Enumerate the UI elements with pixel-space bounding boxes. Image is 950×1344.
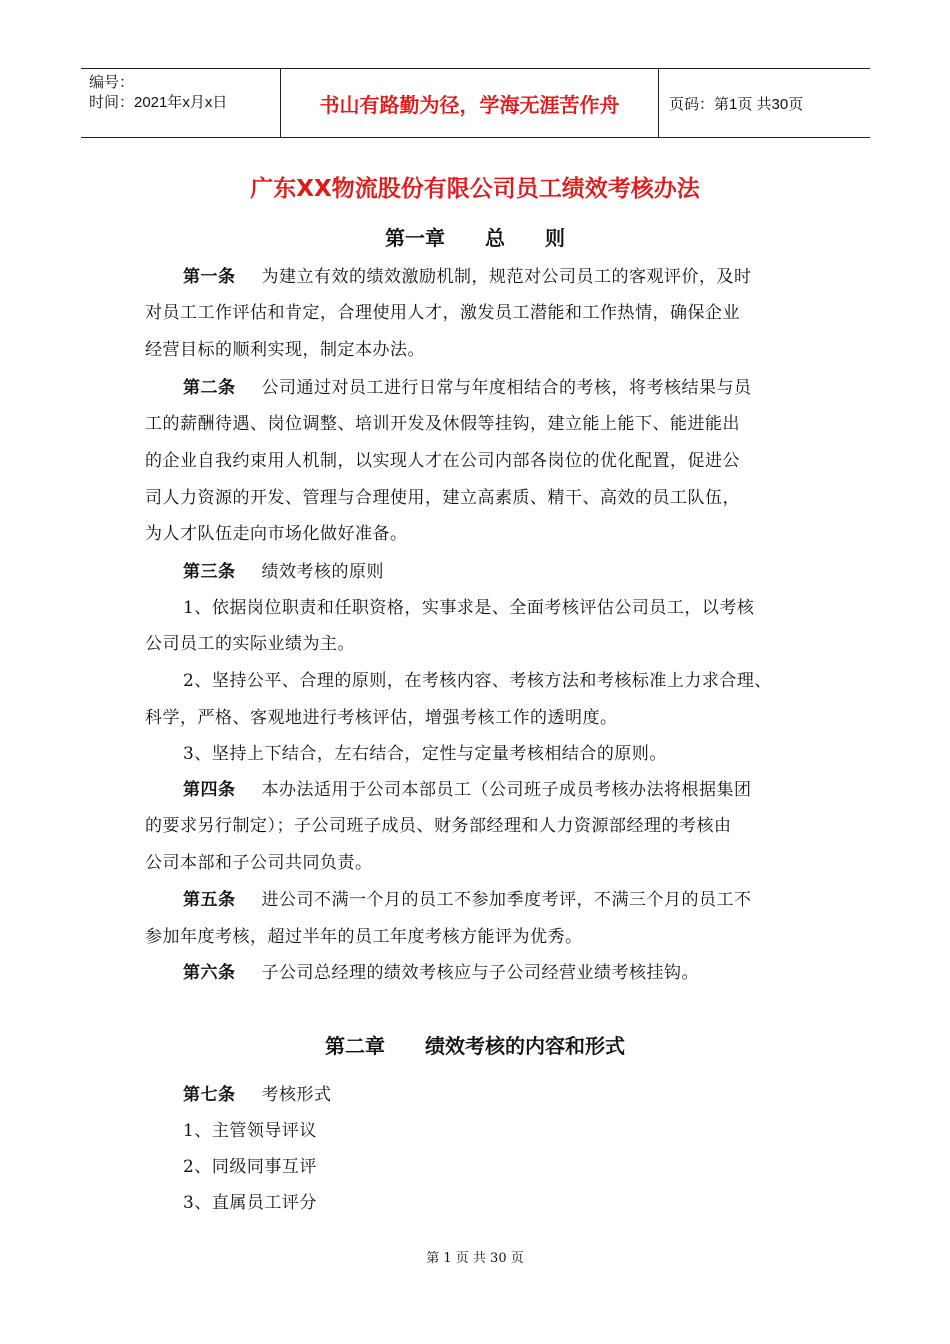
article-7-line-1: 第七条 考核形式 [183, 1085, 332, 1105]
article-3-point-3: 3、坚持上下结合，左右结合，定性与定量考核相结合的原则。 [183, 744, 667, 764]
article-4-line-1: 第四条 本办法适用于公司本部员工（公司班子成员考核办法将根据集团 [183, 780, 752, 800]
article-3-point-2a: 2、坚持公平、合理的原则，在考核内容、考核方法和考核标准上力求合理、 [183, 671, 772, 691]
article-2-line-1: 第二条 公司通过对员工进行日常与年度相结合的考核，将考核结果与员 [183, 378, 752, 398]
chapter-1-heading: 第一章 总 则 [385, 226, 565, 250]
article-label: 第五条 [183, 890, 236, 910]
article-2-line-3: 的企业自我约束用人机制，以实现人才在公司内部各岗位的优化配置，促进公 [145, 451, 740, 471]
article-4-line-2: 的要求另行制定）；子公司班子成员、财务部经理和人力资源部经理的考核由 [145, 816, 732, 836]
article-label: 第一条 [183, 267, 236, 287]
article-4-line-3: 公司本部和子公司共同负责。 [145, 853, 373, 873]
article-label: 第四条 [183, 780, 236, 800]
article-1-line-1: 第一条 为建立有效的绩效激励机制，规范对公司员工的客观评价，及时 [183, 267, 752, 287]
article-label: 第二条 [183, 378, 236, 398]
article-2-line-4: 司人力资源的开发、管理与合理使用，建立高素质、精干、高效的员工队伍， [145, 488, 740, 508]
article-5-line-1: 第五条 进公司不满一个月的员工不参加季度考评，不满三个月的员工不 [183, 890, 752, 910]
article-7-item-1: 1、主管领导评议 [183, 1121, 317, 1141]
article-3-point-1a: 1、依据岗位职责和任职资格，实事求是、全面考核评估公司员工，以考核 [183, 598, 755, 618]
article-1-line-3: 经营目标的顺利实现，制定本办法。 [145, 340, 425, 360]
code-label: 编号： [89, 74, 135, 91]
document-title: 广东XX物流股份有限公司员工绩效考核办法 [250, 176, 700, 202]
article-3-point-2b: 科学，严格、客观地进行考核评估，增强考核工作的透明度。 [145, 708, 618, 728]
chapter-2-heading: 第二章 绩效考核的内容和形式 [325, 1034, 625, 1058]
article-1-line-2: 对员工工作评估和肯定，合理使用人才，激发员工潜能和工作热情，确保企业 [145, 303, 740, 323]
article-5-line-2: 参加年度考核，超过半年的员工年度考核方能评为优秀。 [145, 927, 583, 947]
article-3-point-1b: 公司员工的实际业绩为主。 [145, 634, 355, 654]
page-footer: 第 1 页 共 30 页 [426, 1251, 524, 1266]
document-header [81, 68, 870, 138]
header-motto: 书山有路勤为径，学海无涯苦作舟 [281, 69, 659, 137]
article-7-item-3: 3、直属员工评分 [183, 1193, 317, 1213]
article-2-line-2: 工的薪酬待遇、岗位调整、培训开发及休假等挂钩，建立能上能下、能进能出 [145, 414, 740, 434]
header-page-info: 页码：第1页 共30页 [669, 95, 804, 113]
article-label: 第三条 [183, 562, 236, 582]
header-meta [81, 69, 281, 137]
article-label: 第七条 [183, 1085, 236, 1105]
article-2-line-5: 为人才队伍走向市场化做好准备。 [145, 524, 408, 544]
time-label: 时间：2021年x月x日 [89, 94, 228, 111]
article-label: 第六条 [183, 963, 236, 983]
article-6-line-1: 第六条 子公司总经理的绩效考核应与子公司经营业绩考核挂钩。 [183, 963, 699, 983]
article-3-line-1: 第三条 绩效考核的原则 [183, 562, 384, 582]
article-7-item-2: 2、同级同事互评 [183, 1157, 317, 1177]
